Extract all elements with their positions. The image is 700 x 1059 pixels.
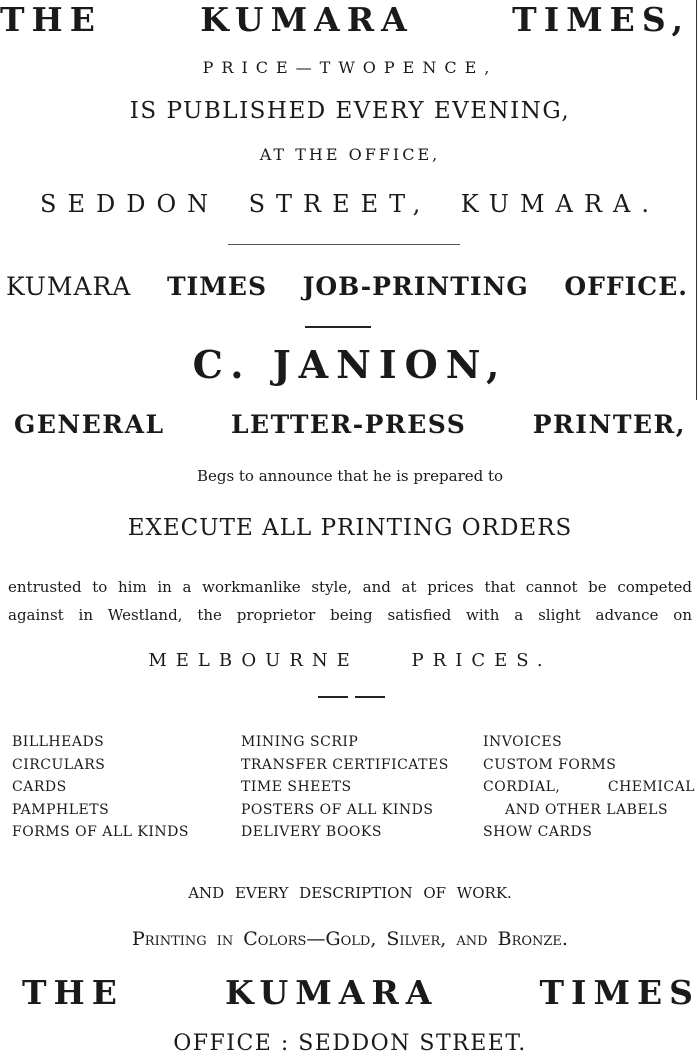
price-line: PRICE—TWOPENCE, <box>202 58 498 77</box>
footer-title <box>0 973 700 1012</box>
services-list <box>0 731 700 861</box>
list-item: POSTERS OF ALL KINDS <box>241 801 434 818</box>
list-item: TIME SHEETS <box>241 779 352 795</box>
list-item: DELIVERY BOOKS <box>241 824 382 840</box>
list-item: AND OTHER LABELS <box>505 801 669 818</box>
address-word: STREET, <box>248 190 432 218</box>
divider-rule <box>355 696 385 698</box>
list-item: MINING SCRIP <box>241 734 359 750</box>
list-item-text: CORDIAL, <box>483 779 561 795</box>
page-edge-rule <box>696 0 697 400</box>
services-col-1 <box>12 731 189 844</box>
heading-word: OFFICE. <box>564 272 688 301</box>
list-item: CARDS <box>12 779 67 795</box>
services-col-3 <box>483 731 695 844</box>
execute-line: EXECUTE ALL PRINTING ORDERS <box>127 515 573 541</box>
body-text-line: against in Westland, the proprietor being satisfied with a slight advance on <box>8 606 692 624</box>
trade-word: GENERAL <box>14 410 165 439</box>
proprietor-name: C. JANION, <box>192 342 508 387</box>
address-line <box>0 190 700 218</box>
every-description-line: AND EVERY DESCRIPTION OF WORK. <box>188 884 512 902</box>
list-item: INVOICES <box>483 734 563 750</box>
list-item <box>483 776 695 799</box>
colors-line: Printing in Colors—Gold, Silver, and Bronze. <box>132 928 568 950</box>
divider-rule <box>228 244 460 245</box>
divider-rule <box>318 696 348 698</box>
divider-rule <box>305 326 371 328</box>
services-col-2 <box>241 731 449 844</box>
footer-office: OFFICE : SEDDON STREET. <box>173 1031 527 1056</box>
melbourne-word: MELBOURNE <box>148 650 359 671</box>
list-item: FORMS OF ALL KINDS <box>12 824 189 840</box>
list-item-text: CHEMICAL <box>607 779 695 795</box>
masthead-title <box>0 0 700 39</box>
melbourne-prices <box>0 650 700 671</box>
trade-word: PRINTER, <box>532 410 686 439</box>
footer-word: KUMARA <box>224 973 439 1012</box>
heading-word: TIMES <box>166 272 268 301</box>
footer-word: TIMES <box>539 973 700 1012</box>
list-item: CIRCULARS <box>12 756 106 773</box>
heading-word: JOB-PRINTING <box>302 272 529 301</box>
body-text-line: entrusted to him in a workmanlike style, and at prices that cannot be competed <box>8 578 692 596</box>
published-line: IS PUBLISHED EVERY EVENING, <box>129 98 571 124</box>
address-word: SEDDON <box>40 190 220 218</box>
list-item: BILLHEADS <box>12 734 105 750</box>
job-office-heading <box>0 272 700 301</box>
office-line: AT THE OFFICE, <box>259 145 441 164</box>
list-item: CUSTOM FORMS <box>483 756 617 773</box>
list-item: TRANSFER CERTIFICATES <box>241 756 449 773</box>
address-word: KUMARA. <box>460 190 660 218</box>
announce-line: Begs to announce that he is prepared to <box>196 467 504 485</box>
footer-word: THE <box>22 973 124 1012</box>
masthead-word: TIMES, <box>512 0 690 39</box>
masthead-word: KUMARA <box>200 0 414 39</box>
list-item: SHOW CARDS <box>483 824 593 840</box>
trade-word: LETTER-PRESS <box>230 410 467 439</box>
melbourne-word: PRICES. <box>411 650 552 671</box>
trade-line <box>0 410 700 439</box>
list-item: PAMPHLETS <box>12 801 110 818</box>
masthead-word: THE <box>0 0 102 39</box>
heading-word: KUMARA <box>6 272 132 301</box>
